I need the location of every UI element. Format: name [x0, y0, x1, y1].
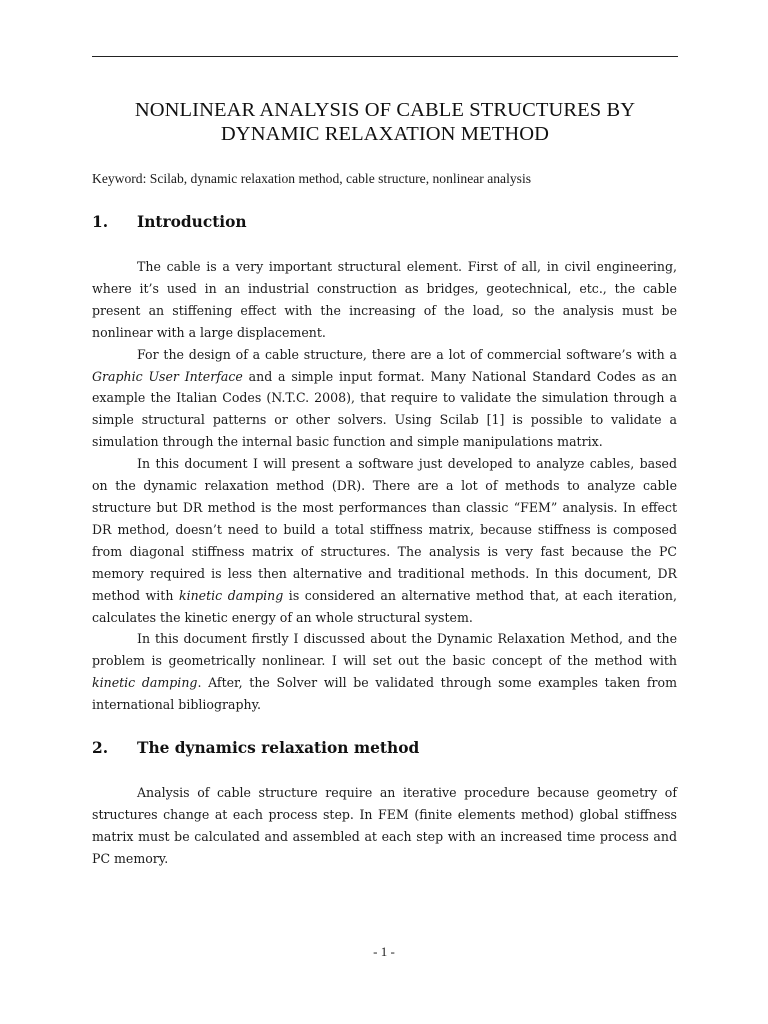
paragraph-text: is considered an alternative method that, at each iteration, calculates the kinetic energy of an whole structural system.	[92, 587, 678, 625]
paragraph-text: . After, the Solver will be validated through some examples taken from international bibliography.	[92, 675, 677, 713]
introduction-body	[92, 256, 677, 716]
italic-term: kinetic damping	[178, 587, 284, 603]
paragraph	[92, 782, 677, 870]
paper-title	[92, 98, 678, 146]
section-title: The dynamics relaxation method	[137, 739, 420, 757]
paragraph	[92, 628, 677, 716]
italic-term: kinetic damping	[92, 675, 198, 691]
paragraph-text: In this document I will present a software just developed to analyze cables, based on the dynamic relaxation method (DR). There are a lot of methods to analyze cable structure but DR method is the most performances than classic “FEM” analysis. In effect DR method, doesn’t need to build a total stiffness matrix, because stiffness is composed from diagonal stiffness matrix of structures. The analysis is very fast because the PC memory required is less then alternative and traditional methods. In this document, DR method with	[92, 456, 677, 603]
paragraph-text: The cable is a very important structural element. First of all, in civil engineering, where it’s used in an industrial construction as bridges, geotechnical, etc., the cable present an stiffening effect with the increasing of the load, so the analysis must be nonlinear with a large displacement.	[92, 259, 677, 340]
paragraph	[92, 256, 677, 344]
section-number: 2.	[92, 739, 109, 757]
header-rule	[92, 56, 678, 57]
paragraph-text: and a simple input format. Many National Standard Codes as an example the Italian Codes (N.T.C. 2008), that require to validate the simulation through a simple structural patterns or other solvers. Using Scilab [1] is possible to validate a simulation through the internal basic function and simple manipulations matrix.	[92, 368, 677, 450]
section-title: Introduction	[137, 213, 247, 231]
section-heading-introduction	[92, 212, 678, 232]
dynamic-relaxation-body	[92, 782, 677, 870]
title-line-1: NONLINEAR ANALYSIS OF CABLE STRUCTURES BY	[134, 99, 636, 121]
section-number: 1.	[92, 213, 109, 231]
paragraph	[92, 453, 677, 628]
italic-term: Graphic User Interface	[92, 368, 243, 384]
paragraph-text: For the design of a cable structure, there are a lot of commercial software’s with a	[137, 346, 677, 362]
section-heading-dynamic-relaxation	[92, 738, 678, 758]
paragraph-text: In this document firstly I discussed about the Dynamic Relaxation Method, and the problem is geometrically nonlinear. I will set out the basic concept of the method with	[92, 631, 677, 669]
keywords-line: Keyword: Scilab, dynamic relaxation method, cable structure, nonlinear analysis	[92, 171, 532, 186]
title-line-2: DYNAMIC RELAXATION METHOD	[220, 123, 550, 145]
paragraph-text: Analysis of cable structure require an iterative procedure because geometry of structures change at each process step. In FEM (finite elements method) global stiffness matrix must be calculated and assembled at each step with an increased time process and PC memory.	[92, 785, 677, 866]
page-number: - 1 -	[373, 944, 395, 959]
paragraph	[92, 344, 677, 454]
